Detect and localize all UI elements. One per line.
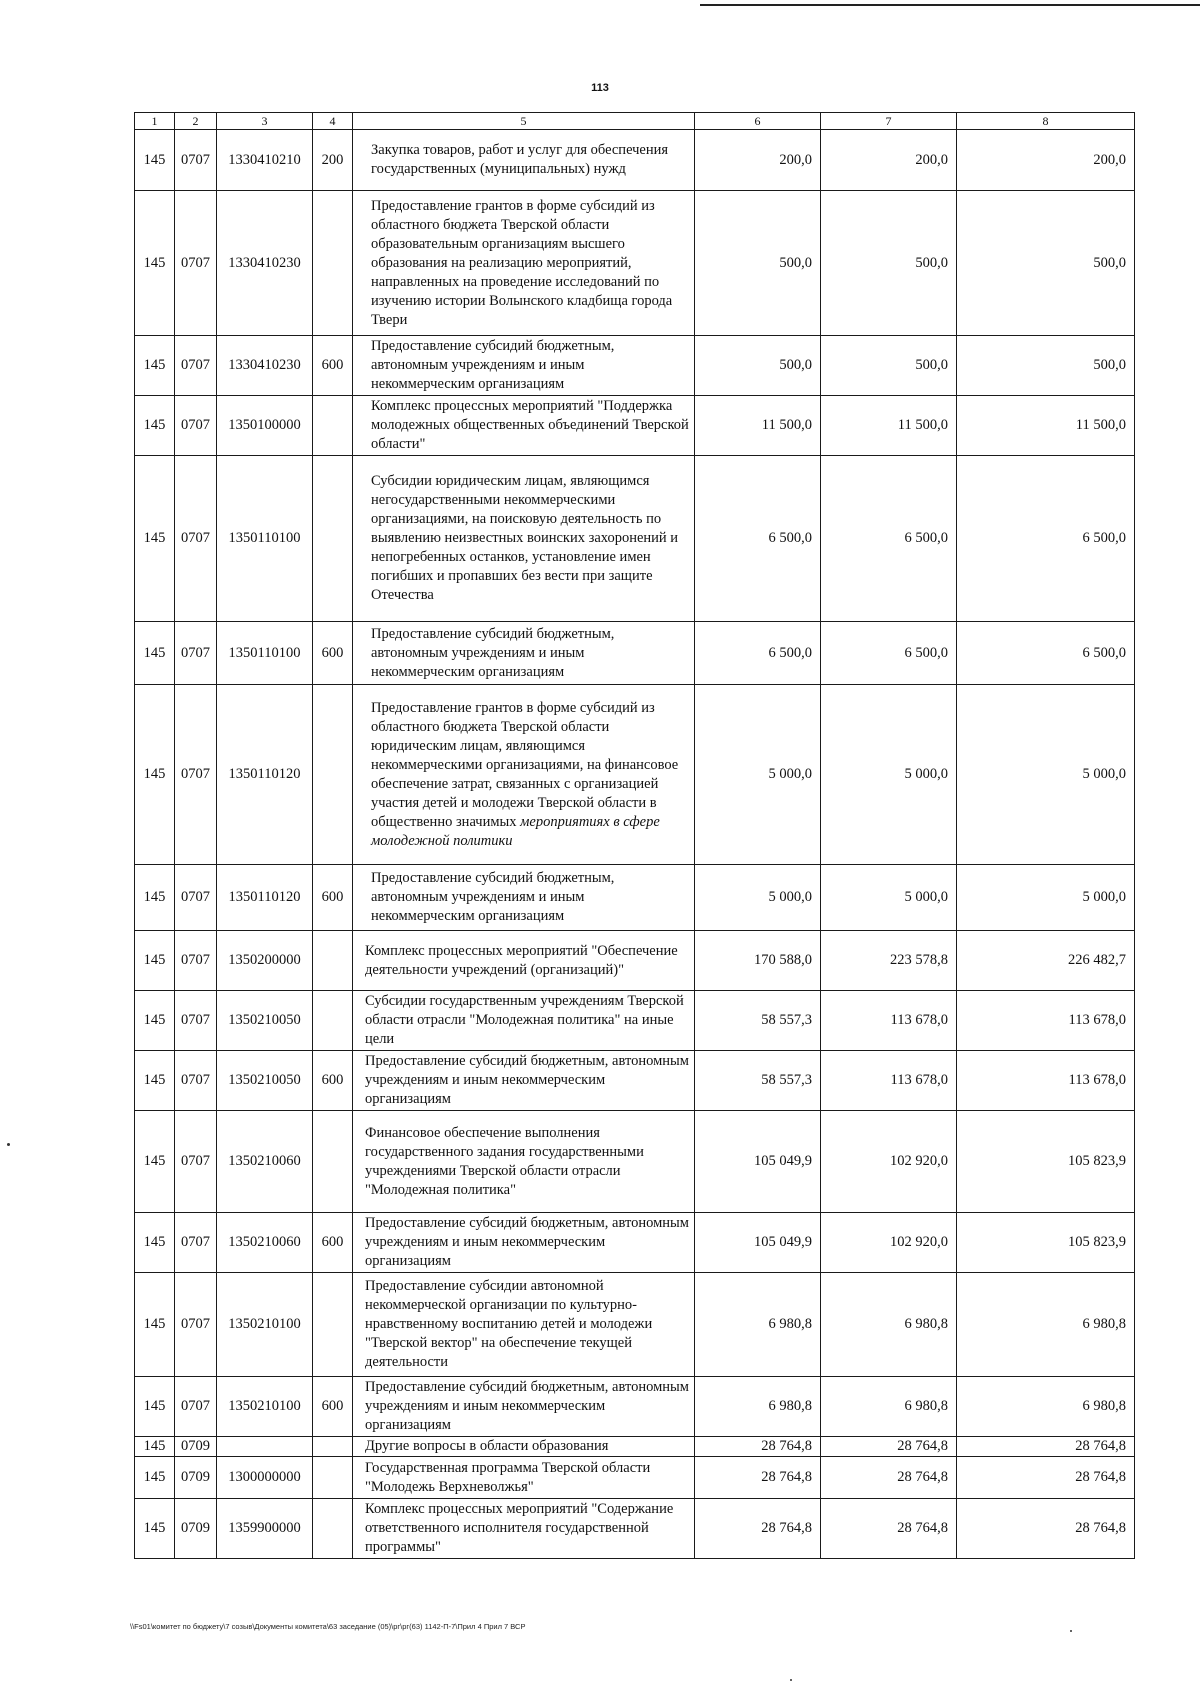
column-number-header-row <box>135 113 1135 130</box>
table-row <box>135 865 1135 931</box>
budget-table <box>134 112 1135 1559</box>
expense-type-cell <box>313 685 353 865</box>
table-row <box>135 1437 1135 1457</box>
description-cell: Предоставление грантов в форме субсидий из областного бюджета Тверской области образовательным организациям высшего образования на реализацию мероприятий, направленных на проведение исследований по изучению истории Волынского кладбища города Твери <box>353 191 695 336</box>
section-code-cell: 0707 <box>175 865 217 931</box>
ministry-code-cell: 145 <box>135 1273 175 1377</box>
amount-col7-cell: 5 000,0 <box>821 685 957 865</box>
description-cell: Закупка товаров, работ и услуг для обеспечения государственных (муниципальных) нужд <box>353 130 695 191</box>
expense-type-cell <box>313 991 353 1051</box>
ministry-code-cell: 145 <box>135 1111 175 1213</box>
table-row <box>135 396 1135 456</box>
section-code-cell: 0707 <box>175 622 217 685</box>
description-cell: Предоставление субсидий бюджетным, автономным учреждениям и иным некоммерческим организациям <box>353 1051 695 1111</box>
amount-col7-cell: 6 500,0 <box>821 456 957 622</box>
amount-col8-cell: 5 000,0 <box>957 685 1135 865</box>
footer-file-path: \\Fs01\комитет по бюджету\7 созыв\Документы комитета\63 заседание (05)\рг\рг(63) 1142-П-7\Прил 4 Прил 7 ВСР <box>130 1622 526 1631</box>
amount-col8-cell: 28 764,8 <box>957 1457 1135 1499</box>
amount-col6-cell: 11 500,0 <box>695 396 821 456</box>
table-row <box>135 191 1135 336</box>
amount-col8-cell: 6 500,0 <box>957 622 1135 685</box>
target-article-cell: 1350210060 <box>217 1111 313 1213</box>
table-row <box>135 931 1135 991</box>
target-article-cell: 1350100000 <box>217 396 313 456</box>
target-article-cell: 1350210060 <box>217 1213 313 1273</box>
amount-col7-cell: 102 920,0 <box>821 1111 957 1213</box>
target-article-cell: 1350110100 <box>217 456 313 622</box>
amount-col7-cell: 500,0 <box>821 191 957 336</box>
amount-col7-cell: 200,0 <box>821 130 957 191</box>
expense-type-cell: 600 <box>313 622 353 685</box>
section-code-cell: 0709 <box>175 1499 217 1559</box>
amount-col7-cell: 102 920,0 <box>821 1213 957 1273</box>
page-number: 113 <box>591 82 609 94</box>
amount-col7-cell: 28 764,8 <box>821 1437 957 1457</box>
table-row <box>135 1111 1135 1213</box>
target-article-cell: 1350210100 <box>217 1273 313 1377</box>
expense-type-cell <box>313 1437 353 1457</box>
description-cell: Другие вопросы в области образования <box>353 1437 695 1457</box>
description-cell: Предоставление субсидии автономной некоммерческой организации по культурно-нравственному воспитанию детей и молодежи "Тверской вектор" на обеспечение текущей деятельности <box>353 1273 695 1377</box>
section-code-cell: 0707 <box>175 1273 217 1377</box>
description-cell: Предоставление субсидий бюджетным, автономным учреждениям и иным некоммерческим организациям <box>353 336 695 396</box>
expense-type-cell <box>313 191 353 336</box>
ministry-code-cell: 145 <box>135 1437 175 1457</box>
description-cell: Финансовое обеспечение выполнения государственного задания государственными учреждениями Тверской области отрасли "Молодежная политика" <box>353 1111 695 1213</box>
amount-col7-cell: 28 764,8 <box>821 1499 957 1559</box>
ministry-code-cell: 145 <box>135 130 175 191</box>
amount-col6-cell: 5 000,0 <box>695 865 821 931</box>
amount-col6-cell: 500,0 <box>695 191 821 336</box>
target-article-cell: 1330410210 <box>217 130 313 191</box>
table-row <box>135 622 1135 685</box>
target-article-cell: 1350210050 <box>217 1051 313 1111</box>
expense-type-cell <box>313 456 353 622</box>
table-row <box>135 1457 1135 1499</box>
column-header: 5 <box>353 113 695 130</box>
description-cell: Предоставление субсидий бюджетным, автономным учреждениям и иным некоммерческим организациям <box>353 1213 695 1273</box>
amount-col8-cell: 105 823,9 <box>957 1111 1135 1213</box>
target-article-cell: 1350110120 <box>217 685 313 865</box>
amount-col8-cell: 11 500,0 <box>957 396 1135 456</box>
amount-col8-cell: 5 000,0 <box>957 865 1135 931</box>
column-header: 8 <box>957 113 1135 130</box>
section-code-cell: 0707 <box>175 1111 217 1213</box>
ministry-code-cell: 145 <box>135 396 175 456</box>
table-row <box>135 1213 1135 1273</box>
expense-type-cell <box>313 1273 353 1377</box>
amount-col7-cell: 6 980,8 <box>821 1273 957 1377</box>
description-cell: Субсидии государственным учреждениям Тверской области отрасли "Молодежная политика" на иные цели <box>353 991 695 1051</box>
amount-col8-cell: 6 500,0 <box>957 456 1135 622</box>
ministry-code-cell: 145 <box>135 931 175 991</box>
amount-col6-cell: 6 500,0 <box>695 622 821 685</box>
target-article-cell: 1350210100 <box>217 1377 313 1437</box>
target-article-cell: 1300000000 <box>217 1457 313 1499</box>
target-article-cell: 1350200000 <box>217 931 313 991</box>
expense-type-cell <box>313 1499 353 1559</box>
amount-col8-cell: 113 678,0 <box>957 1051 1135 1111</box>
column-header: 1 <box>135 113 175 130</box>
scan-speck <box>790 1679 792 1681</box>
description-cell: Предоставление субсидий бюджетным, автономным учреждениям и иным некоммерческим организациям <box>353 1377 695 1437</box>
amount-col6-cell: 105 049,9 <box>695 1213 821 1273</box>
scan-top-edge-line <box>700 4 1200 6</box>
description-cell: Субсидии юридическим лицам, являющимся негосударственными некоммерческими организациями, на поисковую деятельность по выявлению неизвестных воинских захоронений и непогребенных останков, установление имен погибших и пропавших без вести при защите Отечества <box>353 456 695 622</box>
target-article-cell: 1330410230 <box>217 191 313 336</box>
scan-speck <box>1070 1630 1072 1632</box>
expense-type-cell: 200 <box>313 130 353 191</box>
amount-col8-cell: 105 823,9 <box>957 1213 1135 1273</box>
ministry-code-cell: 145 <box>135 1213 175 1273</box>
ministry-code-cell: 145 <box>135 1051 175 1111</box>
target-article-cell: 1359900000 <box>217 1499 313 1559</box>
amount-col8-cell: 28 764,8 <box>957 1499 1135 1559</box>
expense-type-cell <box>313 1111 353 1213</box>
table-row <box>135 1273 1135 1377</box>
amount-col6-cell: 170 588,0 <box>695 931 821 991</box>
column-header: 2 <box>175 113 217 130</box>
expense-type-cell: 600 <box>313 336 353 396</box>
amount-col7-cell: 5 000,0 <box>821 865 957 931</box>
amount-col8-cell: 500,0 <box>957 336 1135 396</box>
amount-col8-cell: 226 482,7 <box>957 931 1135 991</box>
section-code-cell: 0707 <box>175 396 217 456</box>
table-row <box>135 1499 1135 1559</box>
amount-col8-cell: 6 980,8 <box>957 1273 1135 1377</box>
ministry-code-cell: 145 <box>135 1499 175 1559</box>
table-row <box>135 336 1135 396</box>
section-code-cell: 0707 <box>175 456 217 622</box>
amount-col6-cell: 6 980,8 <box>695 1377 821 1437</box>
target-article-cell: 1350110120 <box>217 865 313 931</box>
target-article-cell: 1330410230 <box>217 336 313 396</box>
expense-type-cell <box>313 931 353 991</box>
ministry-code-cell: 145 <box>135 456 175 622</box>
ministry-code-cell: 145 <box>135 622 175 685</box>
amount-col7-cell: 6 500,0 <box>821 622 957 685</box>
section-code-cell: 0707 <box>175 336 217 396</box>
amount-col6-cell: 6 980,8 <box>695 1273 821 1377</box>
expense-type-cell: 600 <box>313 865 353 931</box>
scan-speck <box>7 1143 10 1146</box>
description-cell: Государственная программа Тверской области "Молодежь Верхневолжья" <box>353 1457 695 1499</box>
amount-col6-cell: 28 764,8 <box>695 1437 821 1457</box>
amount-col6-cell: 58 557,3 <box>695 991 821 1051</box>
section-code-cell: 0707 <box>175 1213 217 1273</box>
amount-col6-cell: 6 500,0 <box>695 456 821 622</box>
section-code-cell: 0707 <box>175 931 217 991</box>
column-header: 7 <box>821 113 957 130</box>
description-cell <box>353 685 695 865</box>
ministry-code-cell: 145 <box>135 191 175 336</box>
table-row <box>135 130 1135 191</box>
amount-col8-cell: 28 764,8 <box>957 1437 1135 1457</box>
target-article-cell: 1350210050 <box>217 991 313 1051</box>
ministry-code-cell: 145 <box>135 865 175 931</box>
amount-col8-cell: 200,0 <box>957 130 1135 191</box>
amount-col8-cell: 500,0 <box>957 191 1135 336</box>
amount-col7-cell: 6 980,8 <box>821 1377 957 1437</box>
table-row <box>135 685 1135 865</box>
amount-col6-cell: 105 049,9 <box>695 1111 821 1213</box>
section-code-cell: 0707 <box>175 1051 217 1111</box>
amount-col8-cell: 6 980,8 <box>957 1377 1135 1437</box>
amount-col7-cell: 113 678,0 <box>821 991 957 1051</box>
table-row <box>135 1377 1135 1437</box>
column-header: 4 <box>313 113 353 130</box>
amount-col6-cell: 28 764,8 <box>695 1499 821 1559</box>
amount-col7-cell: 223 578,8 <box>821 931 957 991</box>
amount-col6-cell: 200,0 <box>695 130 821 191</box>
expense-type-cell <box>313 396 353 456</box>
target-article-cell: 1350110100 <box>217 622 313 685</box>
expense-type-cell: 600 <box>313 1377 353 1437</box>
table-row <box>135 1051 1135 1111</box>
section-code-cell: 0707 <box>175 1377 217 1437</box>
amount-col8-cell: 113 678,0 <box>957 991 1135 1051</box>
description-italic-text: мероприятиях в сфере молодежной политики <box>371 813 660 849</box>
section-code-cell: 0707 <box>175 991 217 1051</box>
amount-col7-cell: 113 678,0 <box>821 1051 957 1111</box>
description-cell: Комплекс процессных мероприятий "Поддержка молодежных общественных объединений Тверской области" <box>353 396 695 456</box>
table-row <box>135 991 1135 1051</box>
expense-type-cell: 600 <box>313 1213 353 1273</box>
section-code-cell: 0709 <box>175 1457 217 1499</box>
expense-type-cell: 600 <box>313 1051 353 1111</box>
description-cell: Предоставление субсидий бюджетным, автономным учреждениям и иным некоммерческим организациям <box>353 865 695 931</box>
description-cell: Комплекс процессных мероприятий "Обеспечение деятельности учреждений (организаций)" <box>353 931 695 991</box>
table-row <box>135 456 1135 622</box>
target-article-cell <box>217 1437 313 1457</box>
amount-col6-cell: 28 764,8 <box>695 1457 821 1499</box>
section-code-cell: 0709 <box>175 1437 217 1457</box>
amount-col7-cell: 500,0 <box>821 336 957 396</box>
description-cell: Комплекс процессных мероприятий "Содержание ответственного исполнителя государственной программы" <box>353 1499 695 1559</box>
section-code-cell: 0707 <box>175 191 217 336</box>
amount-col6-cell: 58 557,3 <box>695 1051 821 1111</box>
column-header: 6 <box>695 113 821 130</box>
amount-col7-cell: 28 764,8 <box>821 1457 957 1499</box>
amount-col6-cell: 500,0 <box>695 336 821 396</box>
ministry-code-cell: 145 <box>135 1377 175 1437</box>
amount-col6-cell: 5 000,0 <box>695 685 821 865</box>
expense-type-cell <box>313 1457 353 1499</box>
section-code-cell: 0707 <box>175 130 217 191</box>
ministry-code-cell: 145 <box>135 336 175 396</box>
ministry-code-cell: 145 <box>135 1457 175 1499</box>
description-cell: Предоставление субсидий бюджетным, автономным учреждениям и иным некоммерческим организациям <box>353 622 695 685</box>
ministry-code-cell: 145 <box>135 685 175 865</box>
section-code-cell: 0707 <box>175 685 217 865</box>
ministry-code-cell: 145 <box>135 991 175 1051</box>
description-text: Предоставление грантов в форме субсидий из областного бюджета Тверской области юридическим лицам, являющимся некоммерческими организациями, на финансовое обеспечение затрат, связанных с организацией участия детей и молодежи Тверской области в общественно значимых <box>371 699 679 830</box>
amount-col7-cell: 11 500,0 <box>821 396 957 456</box>
column-header: 3 <box>217 113 313 130</box>
